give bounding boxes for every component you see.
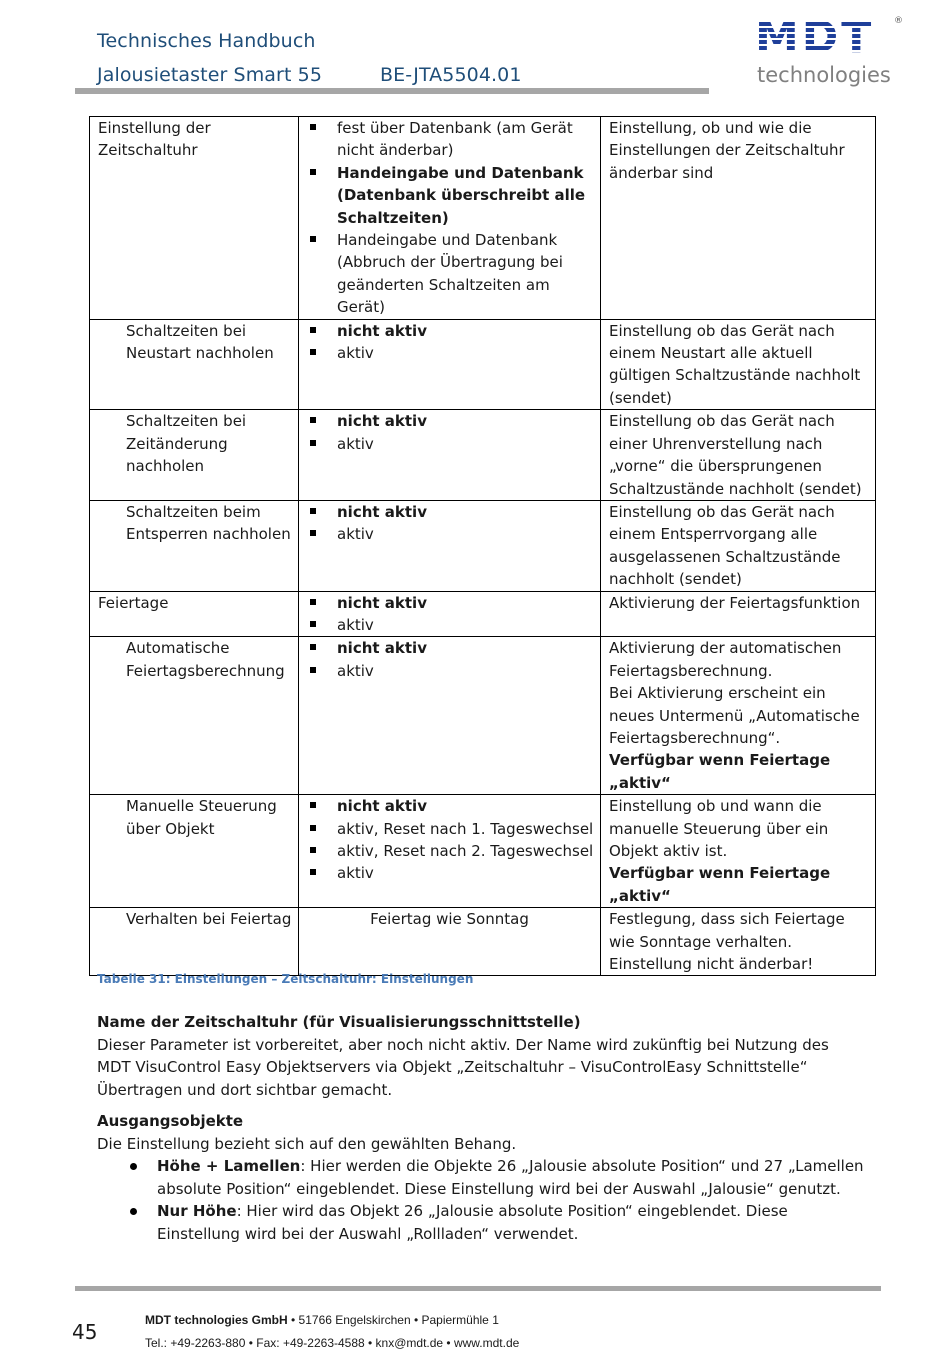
- table-row: [90, 637, 876, 795]
- option-item: nicht aktiv: [337, 501, 600, 523]
- table-row: [90, 410, 876, 501]
- option-item: aktiv: [337, 523, 600, 545]
- parameter-description: [601, 117, 876, 320]
- fixed-option: Feiertag wie Sonntag: [370, 910, 529, 929]
- option-list: [337, 795, 600, 885]
- option-item: aktiv: [337, 614, 600, 636]
- table-row: [90, 500, 876, 591]
- parameter-description: [601, 795, 876, 908]
- footer-address: [145, 1313, 499, 1327]
- footer-contact: Tel.: +49-2263-880 • Fax: +49-2263-4588 • knx@mdt.de • www.mdt.de: [145, 1336, 520, 1350]
- logo-registered-mark: ®: [894, 16, 903, 26]
- description-line: Einstellung ob das Gerät nach einem Neustart alle aktuell gültigen Schaltzustände nachholt (sendet): [609, 321, 861, 407]
- option-item: aktiv, Reset nach 1. Tageswechsel: [337, 818, 600, 840]
- section-output-objects: [97, 1110, 867, 1246]
- option-item: aktiv, Reset nach 2. Tageswechsel: [337, 840, 600, 862]
- description-line: Einstellung ob das Gerät nach einem Entsperrvorgang alle ausgelassenen Schaltzustände nachholt (sendet): [609, 502, 841, 589]
- parameter-name: Manuelle Steuerung über Objekt: [90, 795, 299, 908]
- settings-table: [89, 116, 876, 976]
- description-line: Einstellung ob das Gerät nach einer Uhrenverstellung nach „vorne“ die übersprungenen Schaltzustände nachholt (sendet): [609, 412, 862, 498]
- option-item: fest über Datenbank (am Gerät nicht änderbar): [337, 117, 600, 162]
- option-list: [337, 592, 600, 637]
- parameter-name: Schaltzeiten bei Neustart nachholen: [90, 319, 299, 410]
- parameter-name: Verhalten bei Feiertag: [90, 908, 299, 976]
- option-item: nicht aktiv: [337, 795, 600, 817]
- parameter-options: [299, 795, 601, 908]
- section-heading: Ausgangsobjekte: [97, 1112, 244, 1130]
- description-line: Aktivierung der automatischen Feiertagsberechnung.: [609, 639, 842, 680]
- list-item: [97, 1155, 867, 1200]
- description-line: Einstellung nicht änderbar!: [609, 955, 814, 974]
- option-list: [337, 320, 600, 365]
- option-item: aktiv: [337, 342, 600, 364]
- footer-company: MDT technologies GmbH: [145, 1313, 288, 1327]
- section-intro: Die Einstellung bezieht sich auf den gewählten Behang.: [97, 1134, 517, 1153]
- parameter-name: Einstellung der Zeitschaltuhr: [90, 117, 299, 320]
- table-row: [90, 908, 876, 976]
- footer-address-text: • 51766 Engelskirchen • Papiermühle 1: [287, 1313, 499, 1327]
- description-line: Einstellung, ob und wie die Einstellungen der Zeitschaltuhr änderbar sind: [609, 119, 845, 182]
- bullet-text: : Hier wird das Objekt 26 „Jalousie absolute Position“ eingeblendet. Diese Einstellung wird bei der Auswahl „Rollladen“ verwendet.: [157, 1202, 788, 1243]
- output-bullet-list: [97, 1155, 867, 1245]
- description-line: Aktivierung der Feiertagsfunktion: [609, 593, 861, 612]
- option-item: aktiv: [337, 660, 600, 682]
- description-line: Einstellung ob und wann die manuelle Steuerung über ein Objekt aktiv ist.: [609, 797, 829, 860]
- mdt-logo: [755, 12, 905, 94]
- option-item: nicht aktiv: [337, 320, 600, 342]
- description-line: Festlegung, dass sich Feiertage wie Sonntage verhalten.: [609, 910, 845, 951]
- option-list: [337, 117, 600, 319]
- parameter-name: Automatische Feiertagsberechnung: [90, 637, 299, 795]
- option-item: nicht aktiv: [337, 637, 600, 659]
- header-title: Technisches Handbuch: [97, 30, 316, 52]
- parameter-options: [299, 500, 601, 591]
- parameter-options: [299, 637, 601, 795]
- parameter-options: [299, 410, 601, 501]
- logo-mdt-text: MDT: [755, 12, 875, 63]
- bullet-term: Höhe + Lamellen: [157, 1157, 301, 1176]
- parameter-description: [601, 591, 876, 637]
- product-name: Jalousietaster Smart 55: [97, 64, 323, 86]
- logo-technologies-text: technologies: [757, 63, 891, 87]
- parameter-name: Feiertage: [90, 591, 299, 637]
- option-list: [337, 410, 600, 455]
- header-rule: [75, 88, 709, 94]
- option-item: aktiv: [337, 862, 600, 884]
- option-list: [337, 501, 600, 546]
- parameter-description: [601, 319, 876, 410]
- option-list: [337, 637, 600, 682]
- parameter-options: [299, 319, 601, 410]
- option-item: nicht aktiv: [337, 592, 600, 614]
- option-item: Handeingabe und Datenbank (Abbruch der Übertragung bei geänderten Schaltzeiten am Gerät): [337, 229, 600, 319]
- section-name: [97, 1011, 867, 1101]
- parameter-options: [299, 591, 601, 637]
- bullet-term: Nur Höhe: [157, 1202, 237, 1221]
- section-heading: Name der Zeitschaltuhr (für Visualisierungsschnittstelle): [97, 1013, 581, 1031]
- table-row: [90, 319, 876, 410]
- parameter-name: Schaltzeiten beim Entsperren nachholen: [90, 500, 299, 591]
- footer-rule: [75, 1286, 881, 1291]
- option-item: nicht aktiv: [337, 410, 600, 432]
- table-row: [90, 591, 876, 637]
- parameter-description: [601, 410, 876, 501]
- header-subtitle: [97, 64, 522, 86]
- table-row: [90, 795, 876, 908]
- section-text: Dieser Parameter ist vorbereitet, aber noch nicht aktiv. Der Name wird zukünftig bei Nutzung des MDT VisuControl Easy Objektservers via Objekt „Zeitschaltuhr – VisuControlEasy Schnittstelle“ Übertragen und dort sichtbar gemacht.: [97, 1035, 829, 1099]
- option-item: aktiv: [337, 433, 600, 455]
- parameter-description: [601, 637, 876, 795]
- parameter-description: [601, 908, 876, 976]
- product-code: BE-JTA5504.01: [380, 64, 522, 86]
- list-item: [97, 1200, 867, 1245]
- parameter-options: [299, 117, 601, 320]
- page-number: 45: [72, 1320, 98, 1344]
- table-caption: Tabelle 31: Einstellungen – Zeitschaltuhr: Einstellungen: [97, 972, 474, 986]
- parameter-options: [299, 908, 601, 976]
- option-item: Handeingabe und Datenbank (Datenbank überschreibt alle Schaltzeiten): [337, 162, 600, 229]
- parameter-name: Schaltzeiten bei Zeitänderung nachholen: [90, 410, 299, 501]
- parameter-description: [601, 500, 876, 591]
- description-line: Verfügbar wenn Feiertage „aktiv“: [609, 751, 831, 792]
- description-line: Verfügbar wenn Feiertage „aktiv“: [609, 864, 831, 905]
- bullet-text: : Hier werden die Objekte 26 „Jalousie absolute Position“ und 27 „Lamellen absolute Position“ eingeblendet. Diese Einstellung wird bei der Auswahl „Jalousie“ genutzt.: [157, 1157, 864, 1198]
- description-line: Bei Aktivierung erscheint ein neues Untermenü „Automatische Feiertagsberechnung“.: [609, 684, 860, 747]
- table-row: [90, 117, 876, 320]
